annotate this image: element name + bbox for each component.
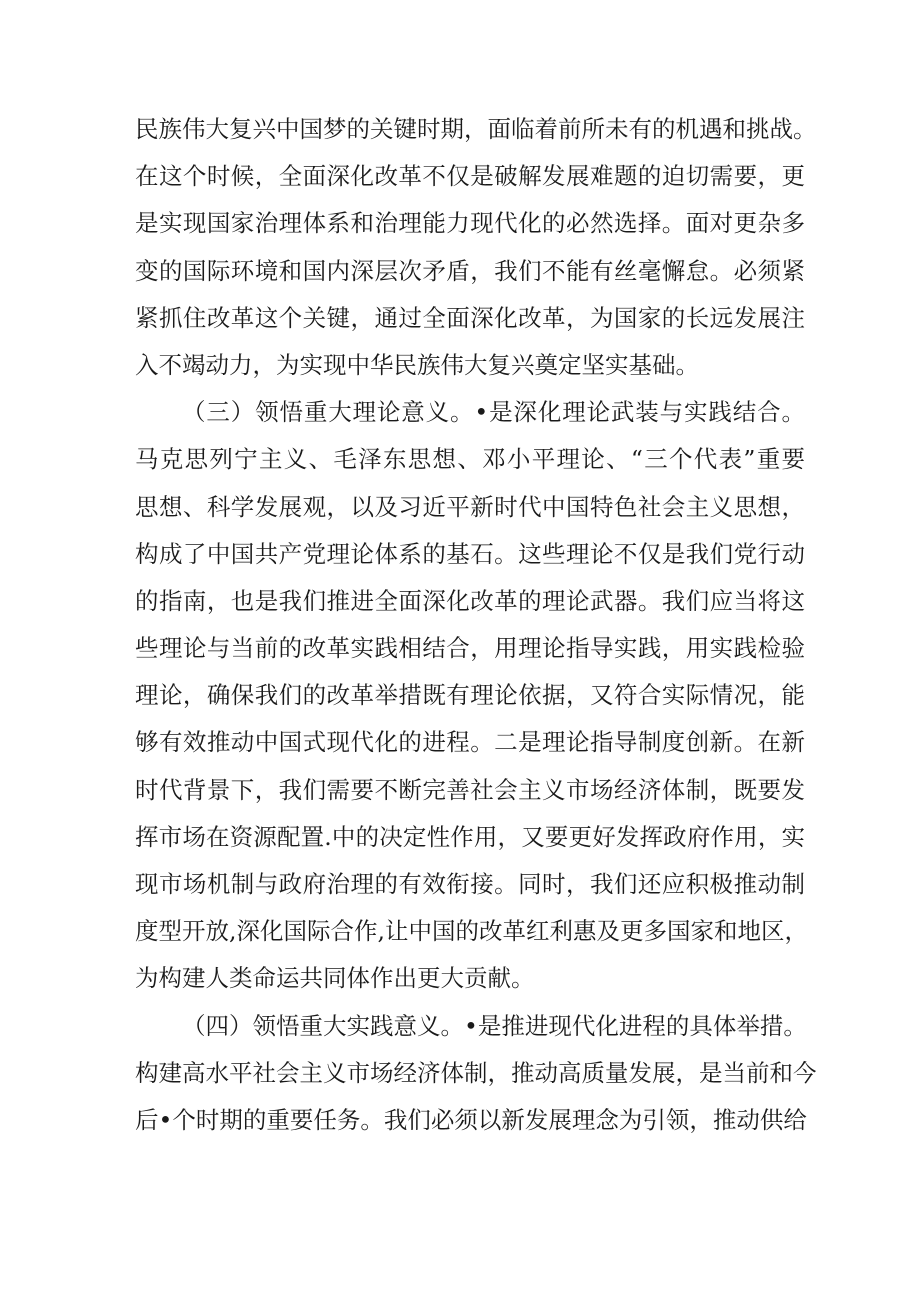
body-line: 构建高水平社会主义市场经济体制，推动高质量发展，是当前和今 xyxy=(135,1058,817,1087)
body-line: 为构建人类命运共同体作出更大贡献。 xyxy=(135,964,535,993)
body-line: 在这个时候，全面深化改革不仅是破解发展难题的迫切需要，更 xyxy=(135,162,805,191)
body-line: 马克思列宁主义、毛泽东思想、邓小平理论、“三个代表”重要 xyxy=(135,445,805,474)
body-line: 理论，确保我们的改革举措既有理论依据，又符合实际情况，能 xyxy=(135,681,805,710)
body-line: 紧抓住改革这个关键，通过全面深化改革，为国家的长远发展注 xyxy=(135,303,805,332)
document-body xyxy=(135,106,817,1144)
body-line: 变的国际环境和国内深层次矛盾，我们不能有丝毫懈怠。必须紧 xyxy=(135,256,805,285)
body-line: 时代背景下，我们需要不断完善社会主义市场经济体制，既要发 xyxy=(135,775,805,804)
body-line: 些理论与当前的改革实践相结合，用理论指导实践，用实践检验 xyxy=(135,634,805,663)
body-line: 是实现国家治理体系和治理能力现代化的必然选择。面对更杂多 xyxy=(135,209,805,238)
body-line: 现市场机制与政府治理的有效衔接。同时，我们还应积极推动制 xyxy=(135,870,805,898)
body-line: 度型开放,深化国际合作,让中国的改革红利惠及更多国家和地区， xyxy=(135,917,808,946)
body-line: 后•个时期的重要任务。我们必须以新发展理念为引领，推动供给 xyxy=(135,1105,807,1134)
body-line: 入不竭动力，为实现中华民族伟大复兴奠定坚实基础。 xyxy=(135,350,699,379)
body-line: 民族伟大复兴中国梦的关键时期，面临着前所未有的机遇和挑战。 xyxy=(135,115,817,143)
section-heading-line: （三）领悟重大理论意义。•是深化理论武装与实践结合。 xyxy=(182,398,805,427)
body-line: 思想、科学发展观，以及习近平新时代中国特色社会主义思想， xyxy=(135,492,805,521)
body-line: 的指南，也是我们推进全面深化改革的理论武器。我们应当将这 xyxy=(135,586,805,615)
section-heading-line: （四）领悟重大实践意义。•是推进现代化进程的具体举措。 xyxy=(182,1011,807,1040)
body-line: 挥市场在资源配置.中的决定性作用，又要更好发挥政府作用，实 xyxy=(135,822,805,851)
body-line: 够有效推动中国式现代化的进程。二是理论指导制度创新。在新 xyxy=(135,728,805,757)
body-line: 构成了中国共产党理论体系的基石。这些理论不仅是我们党行动 xyxy=(135,539,805,568)
